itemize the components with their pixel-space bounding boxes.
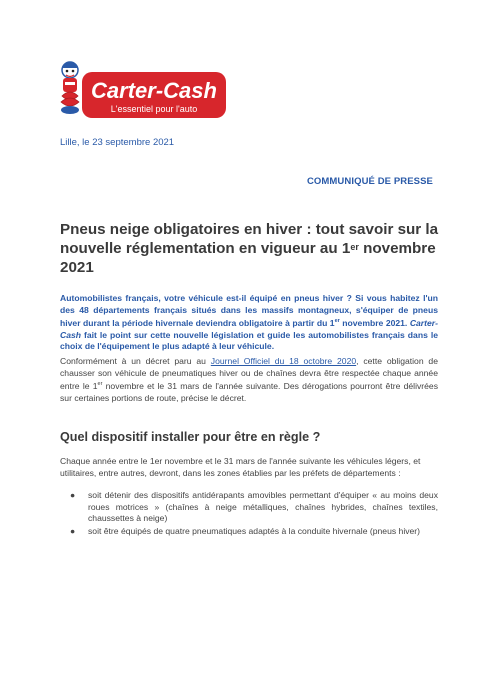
- journal-officiel-link[interactable]: Journel Officiel du 18 octobre 2020: [210, 356, 357, 366]
- carter-cash-logo: [56, 58, 228, 122]
- document-date: Lille, le 23 septembre 2021: [60, 137, 175, 148]
- mascot-icon: [61, 62, 79, 114]
- logo-brand-text: Carter-Cash: [91, 78, 217, 103]
- body-paragraph-2: Chaque année entre le 1er novembre et le 31 mars de l'année suivante les véhicules légers, et utilitaires, entre autres, devront, dans les zones établies par les préfets de départements :: [60, 456, 421, 478]
- bullet-icon: ●: [70, 525, 76, 536]
- press-release-label: COMMUNIQUÉ DE PRESSE: [306, 176, 433, 187]
- section-heading: Quel dispositif installer pour être en règle ?: [60, 430, 321, 444]
- list-item: ● soit détenir des dispositifs antidérapants amovibles permettant d'équiper « au moins deux roues motrices » (chaînes à neige métalliques, chaînes hybrides, chaînes textiles, chaussettes à neige): [70, 490, 438, 524]
- bullet-icon: ●: [70, 490, 76, 500]
- body-paragraph-1: Conformément à un décret paru au Journel Officiel du 18 octobre 2020, cette obligation de chausser son véhicule de pneumatiques hiver ou de chaînes devra être respectée chaque année entre le 1er novembre et le 31 mars de l'année suivante. Des dérogations pourront être délivrées sur certaines portions de route, précise le décret.: [60, 356, 438, 403]
- logo-tagline-text: L'essentiel pour l'auto: [110, 104, 198, 114]
- requirements-list: [60, 490, 438, 538]
- lead-paragraph: Automobilistes français, votre véhicule est-il équipé en pneus hiver ? Si vous habitez l'un des 48 départements français situés dans les massifs montagneux, s'équiper de pneus hiver durant la période hivernale deviendra obligatoire à partir du 1er novembre 2021. Carter-Cash fait le point sur cette nouvelle législation et guide les automobilistes français dans le choix de l'équipement le plus adapté à leur véhicule.: [60, 293, 438, 352]
- list-item: ● soit être équipés de quatre pneumatiques adaptés à la conduite hivernale (pneus hiver): [70, 525, 421, 536]
- document-title: Pneus neige obligatoires en hiver : tout savoir sur la nouvelle réglementation en vigueur au 1er novembre 2021: [60, 221, 439, 276]
